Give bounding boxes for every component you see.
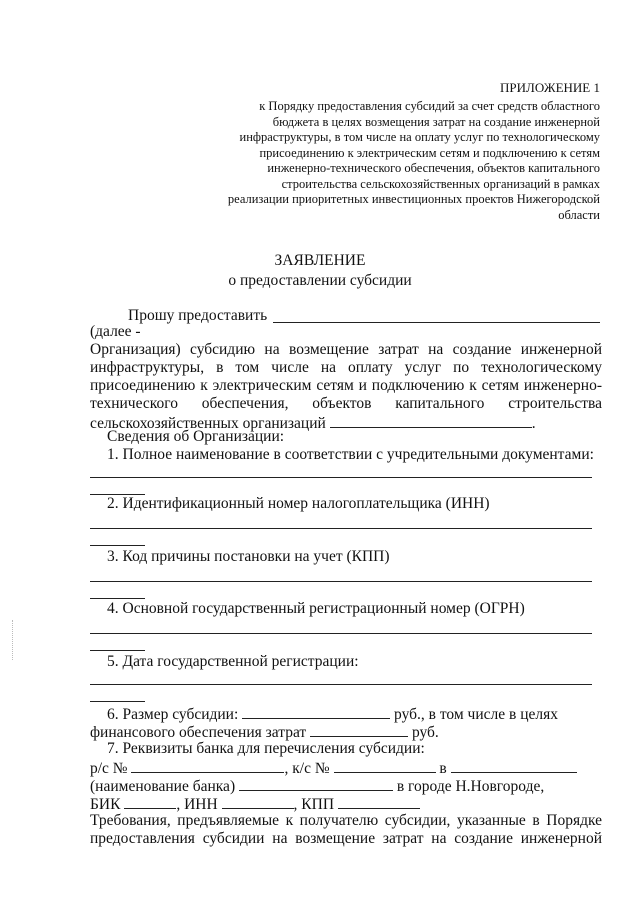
request-line: технического обеспечения, объектов капитального строительства xyxy=(90,395,602,412)
requirements-line: предоставления субсидии на возмещение затрат на создание инженерной xyxy=(90,830,602,847)
item-4-label: 4. Основной государственный регистрационный номер (ОГРН) xyxy=(107,600,525,617)
bank-blank[interactable] xyxy=(451,758,577,773)
subsidy-amount-blank[interactable] xyxy=(242,704,390,719)
item-4-field-end[interactable] xyxy=(90,650,145,651)
item-6-middle: руб., в том числе в целях xyxy=(394,706,558,723)
appendix-line: строительства сельскохозяйственных организаций в рамках xyxy=(281,176,600,191)
item-6-prefix: 6. Размер субсидии: xyxy=(107,706,239,723)
appendix-line: инфраструктуры, в том числе на оплату услуг по технологическому xyxy=(239,130,600,144)
item-2-field-end[interactable] xyxy=(90,545,145,546)
rs-label: р/с № xyxy=(90,760,128,777)
item-6-line-2 xyxy=(90,722,602,742)
appendix-line: бюджета в целях возмещения затрат на создание инженерной xyxy=(272,114,600,129)
item-6-line-1 xyxy=(107,704,607,724)
requirements-line: Требования, предъявляемые к получателю субсидии, указанные в Порядке xyxy=(90,812,602,829)
appendix-line: инженерно-технического обеспечения, объектов капитального xyxy=(267,161,600,175)
bik-blank[interactable] xyxy=(124,794,176,809)
inn-blank[interactable] xyxy=(222,794,294,809)
kpp-blank[interactable] xyxy=(338,794,420,809)
item-2-label: 2. Идентификационный номер налогоплательщика (ИНН) xyxy=(107,495,490,512)
item-3-field-end[interactable] xyxy=(90,598,145,599)
item-7-line-1 xyxy=(90,758,602,778)
item-7-heading: 7. Реквизиты банка для перечисления субсидии: xyxy=(107,740,425,757)
request-last-suffix: . xyxy=(531,415,536,432)
item-7-line-2 xyxy=(90,776,602,796)
item-5-label: 5. Дата государственной регистрации: xyxy=(107,653,359,670)
request-line: инфраструктуры, в том числе на оплату услуг по технологическому xyxy=(90,359,602,376)
request-prefix: Прошу предоставить xyxy=(128,307,268,324)
item-7-line-3 xyxy=(90,794,602,814)
appendix-line: к Порядку предоставления субсидий за счет средств областного xyxy=(259,99,600,113)
costs-amount-blank[interactable] xyxy=(310,722,408,737)
bik-label: БИК xyxy=(90,796,121,813)
request-line: Организация) субсидию на возмещение затрат на создание инженерной xyxy=(90,341,602,358)
rs-account-blank[interactable] xyxy=(131,758,284,773)
bank-name-label: (наименование банка) xyxy=(90,778,236,795)
ks-account-blank[interactable] xyxy=(334,758,436,773)
item-3-field[interactable] xyxy=(90,581,592,582)
info-heading: Сведения об Организации: xyxy=(107,428,285,445)
document-subtitle: о предоставлении субсидии xyxy=(228,272,412,289)
bank-name-blank[interactable] xyxy=(239,776,393,791)
item-3-label: 3. Код причины постановки на учет (КПП) xyxy=(107,548,390,565)
item-2-field[interactable] xyxy=(90,528,592,529)
item-1-label: 1. Полное наименование в соответствии с учредительными документами: xyxy=(107,446,594,463)
item-1-field[interactable] xyxy=(90,477,592,478)
item-6-line2-suffix: руб. xyxy=(411,724,439,741)
request-line: присоединению к электрическим сетям и подключению к сетям инженерно- xyxy=(90,377,602,394)
organization-type-blank[interactable] xyxy=(330,413,532,428)
appendix-title: ПРИЛОЖЕНИЕ 1 xyxy=(500,80,600,95)
item-6-line2-prefix: финансового обеспечения затрат xyxy=(90,724,307,741)
appendix-line: присоединению к электрическим сетям и подключению к сетям xyxy=(259,145,600,160)
appendix-line: реализации приоритетных инвестиционных проектов Нижегородской xyxy=(227,192,600,206)
appendix-line: области xyxy=(558,207,600,222)
request-dalee: (далее - xyxy=(90,323,141,340)
scan-margin-mark xyxy=(12,620,14,660)
city-label: в городе Н.Новгороде, xyxy=(396,778,545,795)
document-title: ЗАЯВЛЕНИЕ xyxy=(274,252,366,269)
item-4-field[interactable] xyxy=(90,633,592,634)
item-5-field-end[interactable] xyxy=(90,701,145,702)
request-last-prefix: сельскохозяйственных организаций xyxy=(90,415,326,432)
ks-label: , к/с № xyxy=(284,760,330,777)
inn-label: , ИНН xyxy=(176,796,218,813)
kpp-label: , КПП xyxy=(293,796,335,813)
appendix-text xyxy=(200,99,600,223)
item-5-field[interactable] xyxy=(90,684,592,685)
v-label: в xyxy=(439,760,447,777)
